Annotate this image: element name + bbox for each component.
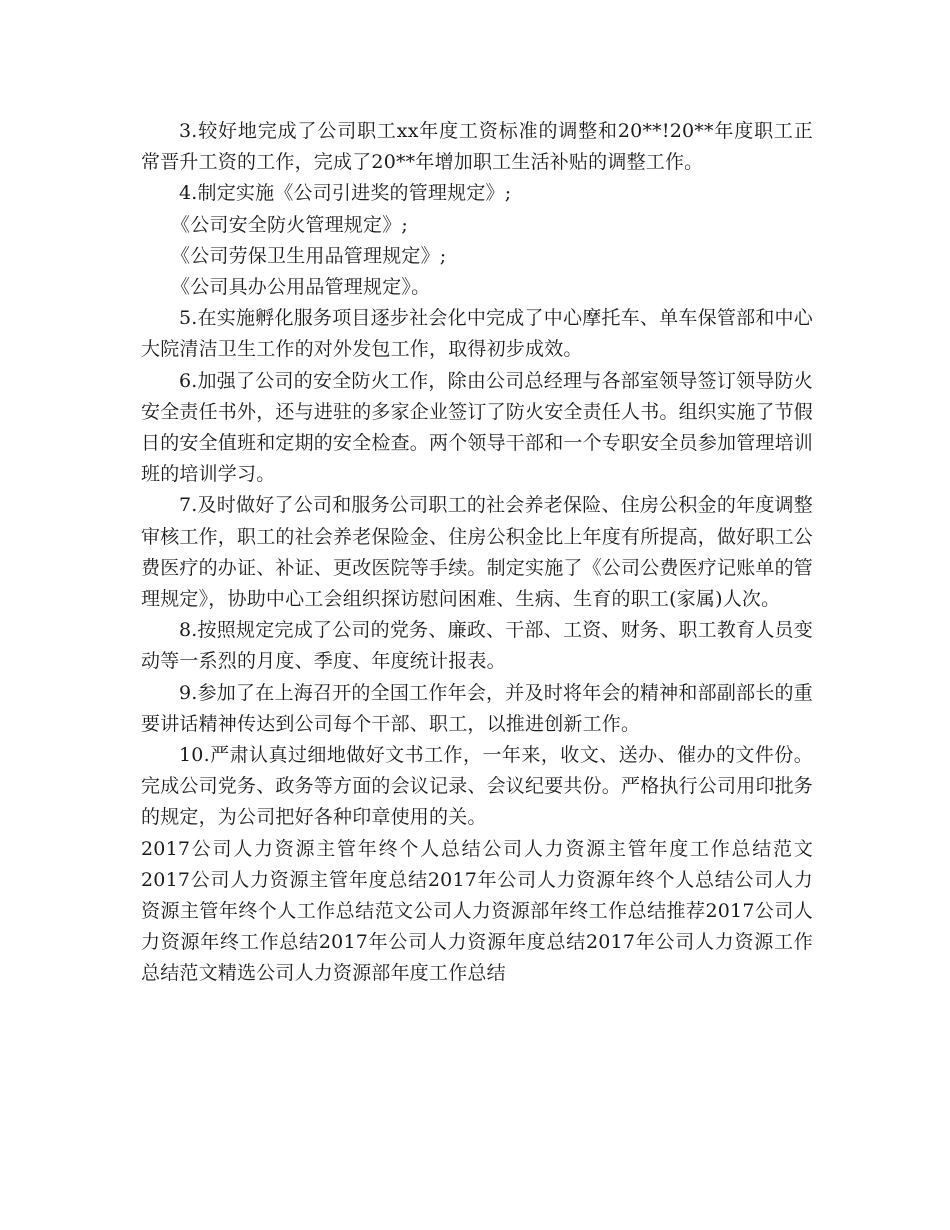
paragraph-item-5: 5.在实施孵化服务项目逐步社会化中完成了中心摩托车、单车保管部和中心大院清洁卫生工作的对外发包工作，取得初步成效。 xyxy=(141,307,813,361)
paragraph-item-7: 7.及时做好了公司和服务公司职工的社会养老保险、住房公积金的年度调整审核工作，职工的社会养老保险金、住房公积金比上年度有所提高，做好职工公费医疗的办证、补证、更改医院等手续。制定实施了《公司公费医疗记账单的管理规定》，协助中心工会组织探访慰问困难、生病、生育的职工(家属)人次。 xyxy=(141,494,814,611)
document-body xyxy=(141,116,813,990)
regulation-title-office-supplies: 《公司具办公用品管理规定》。 xyxy=(171,276,431,299)
paragraph-item-8: 8.按照规定完成了公司的党务、廉政、干部、工资、财务、职工教育人员变动等一系烈的月度、季度、年度统计报表。 xyxy=(141,619,813,673)
paragraph-item-10: 10.严肃认真过细地做好文书工作，一年来，收文、送办、催办的文件份。完成公司党务、政务等方面的会议记录、会议纪要共份。严格执行公司用印批务的规定，为公司把好各种印章使用的关。 xyxy=(141,744,814,829)
regulation-title-labor-protection: 《公司劳保卫生用品管理规定》; xyxy=(171,244,447,267)
regulation-title-fire-safety: 《公司安全防火管理规定》; xyxy=(171,213,409,236)
paragraph-item-9: 9.参加了在上海召开的全国工作年会，并及时将年会的精神和部副部长的重要讲话精神传达到公司每个干部、职工，以推进创新工作。 xyxy=(141,681,813,735)
paragraph-item-3: 3.较好地完成了公司职工xx年度工资标准的调整和20**!20**年度职工正常晋升工资的工作，完成了20**年增加职工生活补贴的调整工作。 xyxy=(141,120,813,174)
paragraph-item-4: 4.制定实施《公司引进奖的管理规定》; xyxy=(179,182,512,205)
related-articles-text: 2017公司人力资源主管年终个人总结公司人力资源主管年度工作总结范文2017公司人力资源主管年度总结2017年公司人力资源年终个人总结公司人力资源主管年终个人工作总结范文公司人力资源部年终工作总结推荐2017公司人力资源年终工作总结2017年公司人力资源年度总结2017年公司人力资源工作总结范文精选公司人力资源部年度工作总结 xyxy=(141,837,813,985)
paragraph-item-6: 6.加强了公司的安全防火工作，除由公司总经理与各部室领导签订领导防火安全责任书外，还与进驻的多家企业签订了防火安全责任人书。组织实施了节假日的安全值班和定期的安全检查。两个领导干部和一个专职安全员参加管理培训班的培训学习。 xyxy=(141,369,814,486)
